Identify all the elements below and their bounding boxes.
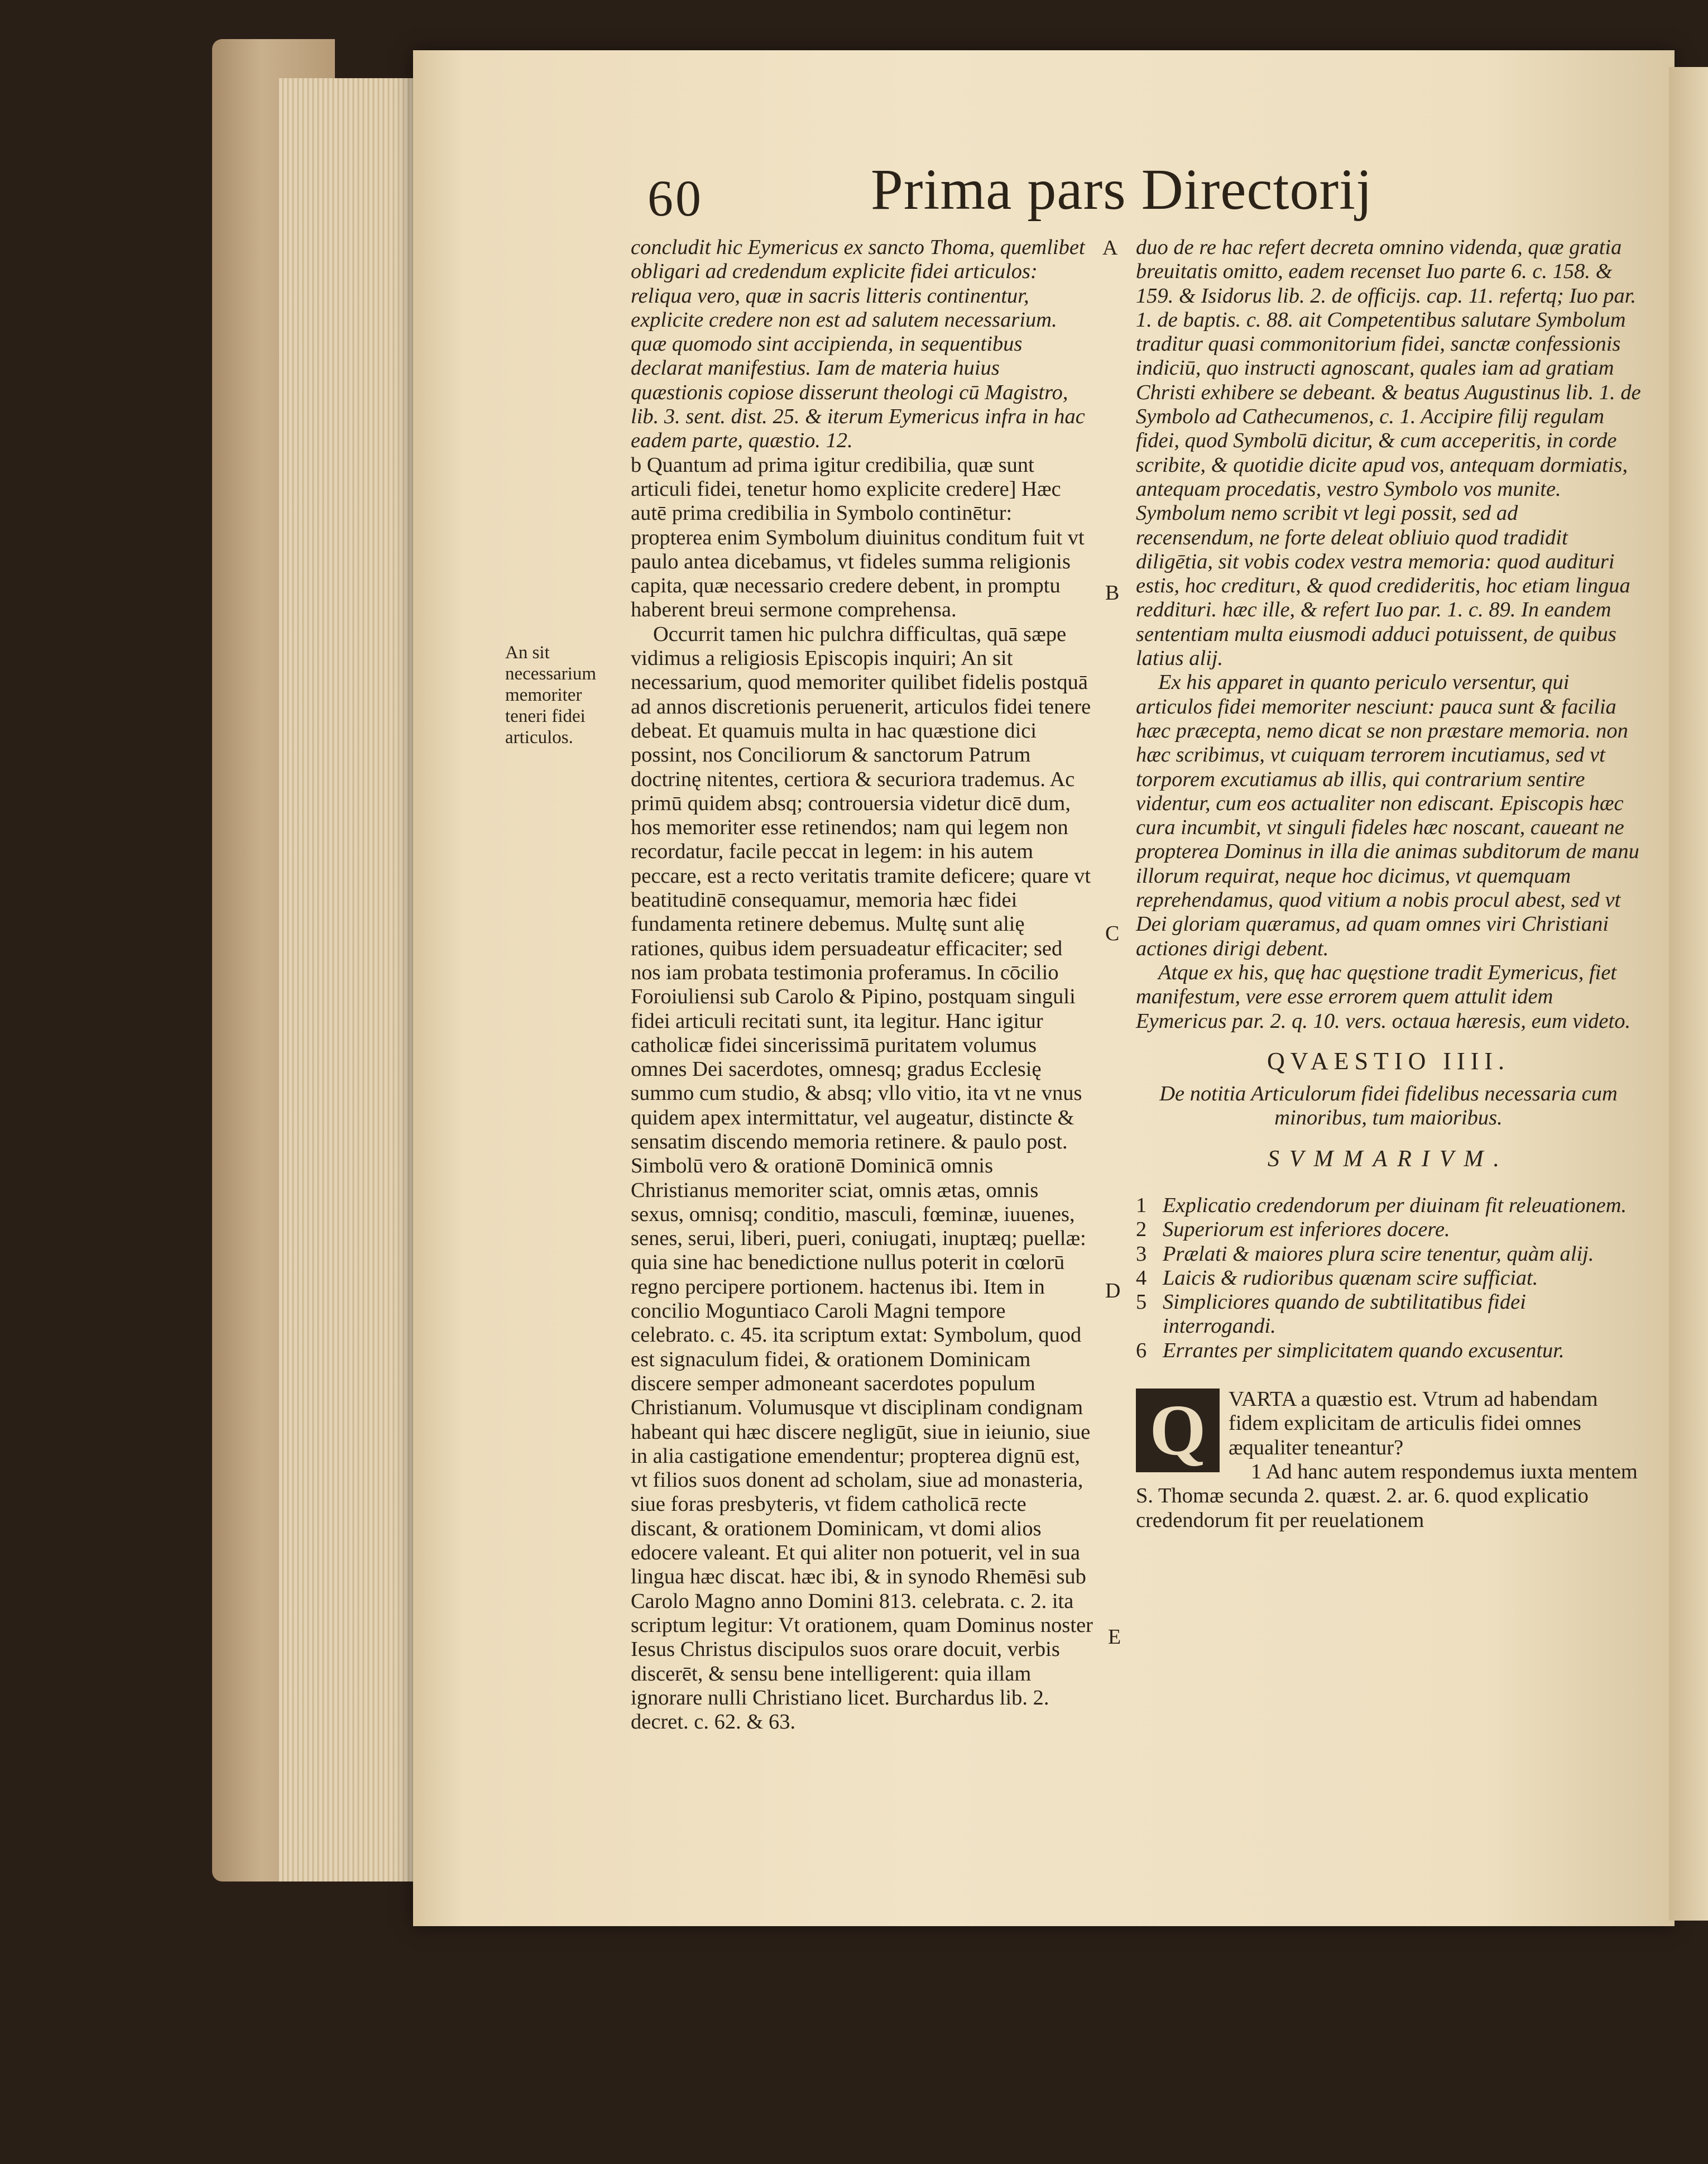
question-subtitle: De notitia Articulorum fidei fidelibus necessaria cum minoribus, tum maioribus.: [1159, 1082, 1618, 1130]
section-letter-a: A: [1102, 236, 1118, 260]
summary-item: [1136, 1266, 1641, 1290]
right-paragraph: Atque ex his, quę hac quęstione tradit Eymericus, fiet manifestum, vere esse errorem quem attulit idem Eymericus par. 2. q. 10. vers. octaua hæresis, eum videto.: [1136, 960, 1631, 1033]
section-letter-b: B: [1105, 581, 1120, 605]
section-letter-d: D: [1105, 1279, 1121, 1303]
margin-note: An sit necessarium memoriter teneri fidei articulos.: [505, 643, 597, 748]
left-column: [631, 236, 1094, 1734]
question-opening: VARTA a quæstio est. Vtrum ad habendam fidem explicitam de articulis fidei omnes æqualiter teneantur?: [1229, 1387, 1598, 1459]
page-edges: [279, 78, 424, 1881]
summary-number: 6: [1136, 1338, 1147, 1362]
summary-text: Errantes per simplicitatem quando excusentur.: [1163, 1338, 1565, 1362]
summarium-heading: SVMMARIVM.: [1267, 1146, 1510, 1172]
left-paragraph: b Quantum ad prima igitur credibilia, quæ sunt articuli fidei, tenetur homo explicite credere] Hæc autē prima credibilia in Symbolo continētur: propterea enim Symbolum diuinitus conditum fuit vt paulo antea dicebamus, vt fideles summa religionis capita, quæ necessario credere debent, in promptu haberent breui sermone comprehensa.: [631, 453, 1085, 622]
question-body: [1136, 1387, 1641, 1533]
summary-text: Simpliciores quando de subtilitatibus fidei interrogandi.: [1163, 1290, 1526, 1338]
summary-number: 3: [1136, 1242, 1147, 1266]
summary-item: [1136, 1194, 1641, 1218]
summary-number: 4: [1136, 1266, 1147, 1290]
page-number: 60: [647, 170, 703, 227]
summary-number: 1: [1136, 1193, 1147, 1217]
summary-item: [1136, 1339, 1641, 1363]
summary-number: 5: [1136, 1290, 1147, 1314]
running-title: Prima pars Directorij: [871, 157, 1373, 222]
section-letter-e: E: [1108, 1625, 1121, 1649]
right-column: [1136, 236, 1641, 1533]
summary-text: Superiorum est inferiores docere.: [1163, 1218, 1450, 1242]
right-paragraph: Ex his apparet in quanto periculo versentur, qui articulos fidei memoriter nesciunt: pauca sunt & facilia hæc præcepta, nemo dicat se non præstare memoria. non hæc scribimus, vt cuiquam terrorem incutiamus, sed vt torporem excutiamus ab illis, qui contrarium sentire videntur, cum eos actualiter non ediscant. Episcopis hæc cura incumbit, vt singuli fideles hæc noscant, caueant ne propterea Dominus in illa die animas subditorum de manu illorum requirat, neque hoc dicimus, vt quemquam reprehendamus, quod vitium a nobis procul abest, sed vt Dei gloriam quæramus, ad quam omnes viri Christiani actiones dirigi debent.: [1136, 671, 1639, 960]
facing-page-edge: [1669, 67, 1708, 1921]
drop-cap: Q: [1136, 1389, 1220, 1472]
summary-text: Laicis & rudioribus quænam scire sufficiat.: [1163, 1266, 1538, 1290]
left-paragraph: Occurrit tamen hic pulchra difficultas, quā sæpe vidimus a religiosis Episcopis inquiri; An sit necessarium, quod memoriter quilibet fidelis postquā ad annos discretionis peruenerit, articulos fidei tenere debeat. Et quamuis multa in hac quæstione dici possint, nos Conciliorum & sanctorum Patrum doctrinę nitentes, certiora & securiora trademus. Ac primū quidem absq; controuersia videtur dicē dum, hos memoriter esse retinendos; nam qui legem non recordatur, facile peccat in legem: in his autem peccare, est a recto veritatis tramite deficere; quare vt beatitudinē consequamur, memoria hæc fidei fundamenta retinere debemus. Multę sunt alię rationes, quibus idem persuadeatur efficaciter; sed nos iam probata testimonia proferamus. In cōcilio Foroiuliensi sub Carolo & Pipino, postquam singuli fidei articuli recitati sunt, ita legitur. Hanc igitur catholicæ fidei sincerissimā puritatem volumus omnes Dei sacerdotes, omnesq; gradus Ecclesię summo cum studio, & absq; vllo vitio, ita vt ne vnus quidem apex intermittatur, vel augeatur, distincte & sensatim discendo memoria retinere. & paulo post. Simbolū vero & orationē Dominicā omnis Christianus memoriter sciat, omnis ætas, omnis sexus, omnisq; conditio, masculi, fœminæ, iuuenes, senes, serui, liberi, pueri, coniugati, inuptæq; puellæ: quia sine hac benedictione nullus poterit in cœlorū regno percipere portionem. hactenus ibi. Item in concilio Moguntiaco Caroli Magni tempore celebrato. c. 45. ita scriptum extat: Symbolum, quod est signaculum fidei, & orationem Dominicam discere semper admoneant sacerdotes populum Christianum. Volumusque vt disciplinam condignam habeant qui hæc discere negligūt, siue in ieiunio, siue in alia castigatione emendentur; propterea dignū est, vt filios suos donent ad scholam, siue ad monasteria, siue foras presbyteris, vt fidem catholicā recte discant, & orationem Dominicam, vt domi alios edocere valeant. Et qui aliter non potuerit, vel in sua lingua hæc discat. hæc ibi, & in synodo Rhemēsi sub Carolo Magno anno Domini 813. celebrata. c. 2. ita scriptum legitur: Vt orationem, quam Dominus noster Iesus Christus discipulos suos orare docuit, verbis discerēt, & sensu bene intelligerent: quia illam ignorare nulli Christiano licet. Burchardus lib. 2. decret. c. 62. & 63.: [631, 622, 1093, 1734]
summary-item: [1136, 1242, 1641, 1266]
summary-item: [1136, 1218, 1641, 1242]
summary-item: [1136, 1290, 1641, 1339]
left-paragraph: concludit hic Eymericus ex sancto Thoma, quemlibet obligari ad credendum explicite fidei articulos: reliqua vero, quæ in sacris litteris continentur, explicite credere non est ad salutem necessarium. quæ quomodo sint accipienda, in sequentibus declarat manifestius. Iam de materia huius quæstionis copiose disserunt theologi cū Magistro, lib. 3. sent. dist. 25. & iterum Eymericus infra in hac eadem parte, quæstio. 12.: [631, 236, 1085, 453]
answer-paragraph: 1 Ad hanc autem respondemus iuxta mentem S. Thomæ secunda 2. quæst. 2. ar. 6. quod explicatio credendorum fit per reuelationem: [1136, 1459, 1638, 1532]
summary-text: Explicatio credendorum per diuinam fit releuationem.: [1163, 1193, 1627, 1217]
right-paragraph: duo de re hac refert decreta omnino videnda, quæ gratia breuitatis omitto, eadem recenset Iuo parte 6. c. 158. & 159. & Isidorus lib. 2. de officijs. cap. 11. refertq; Iuo par. 1. de baptis. c. 88. ait Competentibus salutare Symbolum traditur quasi commonitorium fidei, sanctæ confessionis indiciū, quo instructi agnoscant, quales iam ad gratiam Christi exhibere se debeant. & beatus Augustinus lib. 1. de Symbolo ad Cathecumenos, c. 1. Accipire filij regulam fidei, quod Symbolū dicitur, & cum acceperitis, in corde scribite, & quotidie dicite apud vos, antequam dormiatis, antequam procedatis, vestro Symbolo vos munite. Symbolum nemo scribit vt legi possit, sed ad recensendum, ne forte deleat obliuio quod tradidit diligētia, sit vobis codex vestra memoria: quod audituri estis, hoc crediturι, & quod credideritis, hoc etiam lingua reddituri. hæc ille, & refert Iuo par. 1. c. 89. In eandem sententiam multa eiusmodi adduci potuissent, de quibus latius alij.: [1136, 236, 1641, 671]
section-letter-c: C: [1105, 922, 1120, 945]
question-title: QVAESTIO IIII.: [1267, 1047, 1510, 1075]
summary-number: 2: [1136, 1218, 1147, 1242]
summary-text: Prælati & maiores plura scire tenentur, quàm alij.: [1163, 1242, 1594, 1266]
page-header: [631, 146, 1680, 230]
summary-list: [1136, 1194, 1641, 1363]
